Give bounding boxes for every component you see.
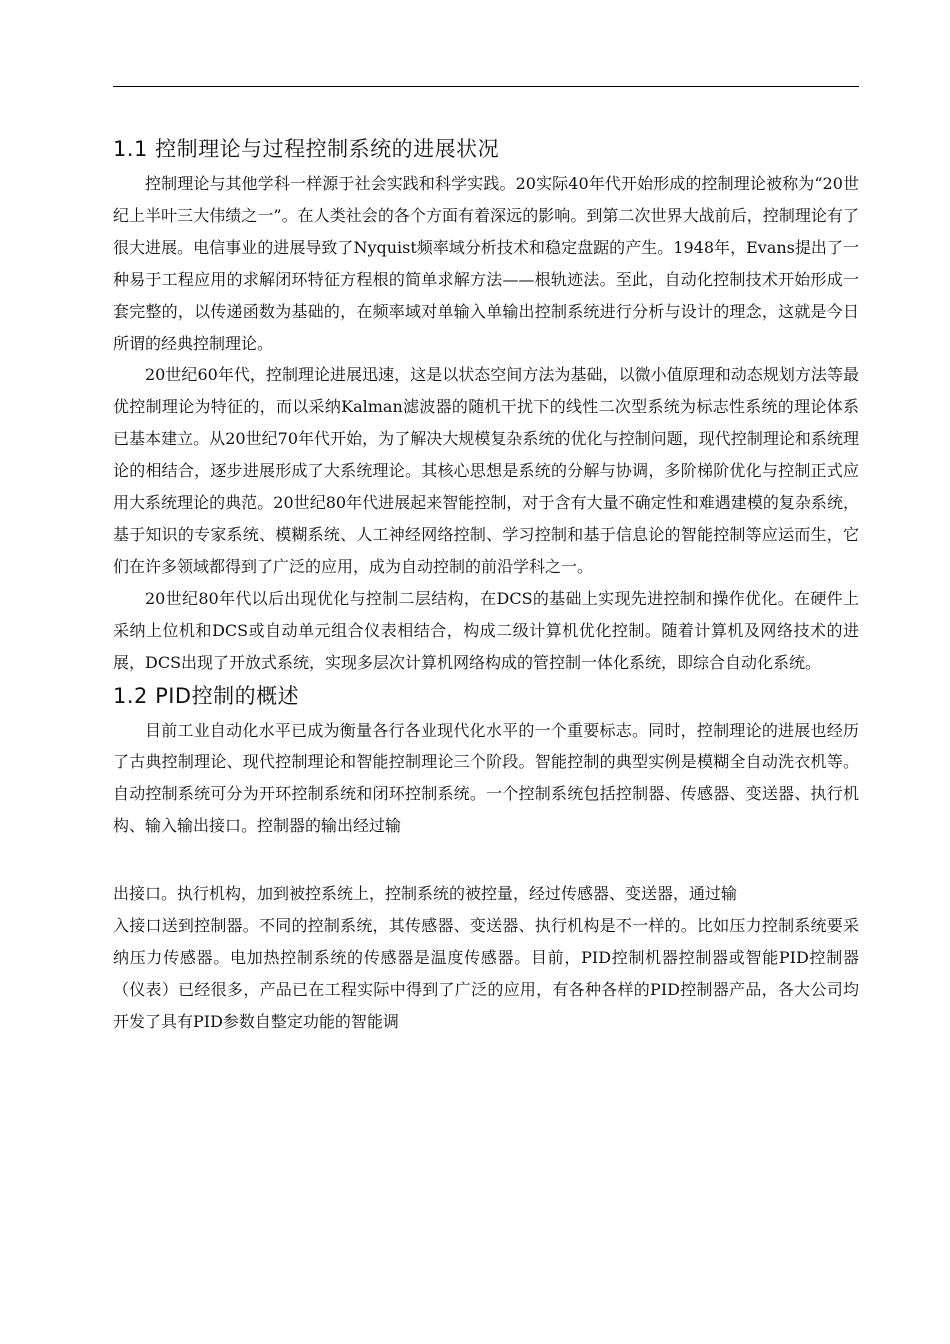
body-paragraph: 20世纪60年代，控制理论进展迅速，这是以状态空间方法为基础，以微小值原理和动态规划方法等最优控制理论为特征的，而以采纳Kalman滤波器的随机干扰下的线性二次型系统为标志性系统的理论体系已基本建立。从20世纪70年代开始，为了解决大规模复杂系统的优化与控制问题，现代控制理论和系统理论的相结合，逐步进展形成了大系统理论。其核心思想是系统的分解与协调，多阶梯阶优化与控制正式应用大系统理论的典范。20世纪80年代进展起来智能控制，对于含有大量不确定性和难遇建模的复杂系统，基于知识的专家系统、模糊系统、人工神经网络控制、学习控制和基于信息论的智能控制等应运而生，它们在许多领域都得到了广泛的应用，成为自动控制的前沿学科之一。 xyxy=(113,365,859,576)
page-break-gap xyxy=(113,842,859,878)
section-heading-1-2: 1.2 PID控制的概述 xyxy=(113,683,300,708)
body-paragraph: 控制理论与其他学科一样源于社会实践和科学实践。20实际40年代开始形成的控制理论被称为“20世纪上半叶三大伟绩之一”。在人类社会的各个方面有着深远的影响。到第二次世界大战前后，控制理论有了很大进展。电信事业的进展导致了Nyquist频率域分析技术和稳定盘踞的产生。1948年，Evans提出了一种易于工程应用的求解闭环特征方程根的简单求解方法——根轨迹法。至此，自动化控制技术开始形成一套完整的，以传递函数为基础的，在频率域对单输入单输出控制系统进行分析与设计的理念，这就是今日所谓的经典控制理论。 xyxy=(113,174,859,353)
body-paragraph-continuation: 出接口。执行机构，加到被控系统上，控制系统的被控量，经过传感器、变送器，通过输 xyxy=(113,884,738,904)
page-content xyxy=(113,130,859,1038)
header-rule xyxy=(113,86,859,87)
section-heading-1-1: 1.1 控制理论与过程控制系统的进展状况 xyxy=(113,137,500,161)
body-paragraph-continuation: 入接口送到控制器。不同的控制系统，其传感器、变送器、执行机构是不一样的。比如压力控制系统要采纳压力传感器。电加热控制系统的传感器是温度传感器。目前，PID控制机器控制器或智能PID控制器（仪表）已经很多，产品已在工程实际中得到了广泛的应用，有各种各样的PID控制器产品，各大公司均开发了具有PID参数自整定功能的智能调 xyxy=(113,916,859,1031)
body-paragraph: 20世纪80年代以后出现优化与控制二层结构，在DCS的基础上实现先进控制和操作优化。在硬件上采纳上位机和DCS或自动单元组合仪表相结合，构成二级计算机优化控制。随着计算机及网络技术的进展，DCS出现了开放式系统，实现多层次计算机网络构成的管控制一体化系统，即综合自动化系统。 xyxy=(113,588,859,672)
body-paragraph: 目前工业自动化水平已成为衡量各行各业现代化水平的一个重要标志。同时，控制理论的进展也经历了古典控制理论、现代控制理论和智能控制理论三个阶段。智能控制的典型实例是模糊全自动洗衣机等。自动控制系统可分为开环控制系统和闭环控制系统。一个控制系统包括控制器、传感器、变送器、执行机构、输入输出接口。控制器的输出经过输 xyxy=(113,720,859,836)
